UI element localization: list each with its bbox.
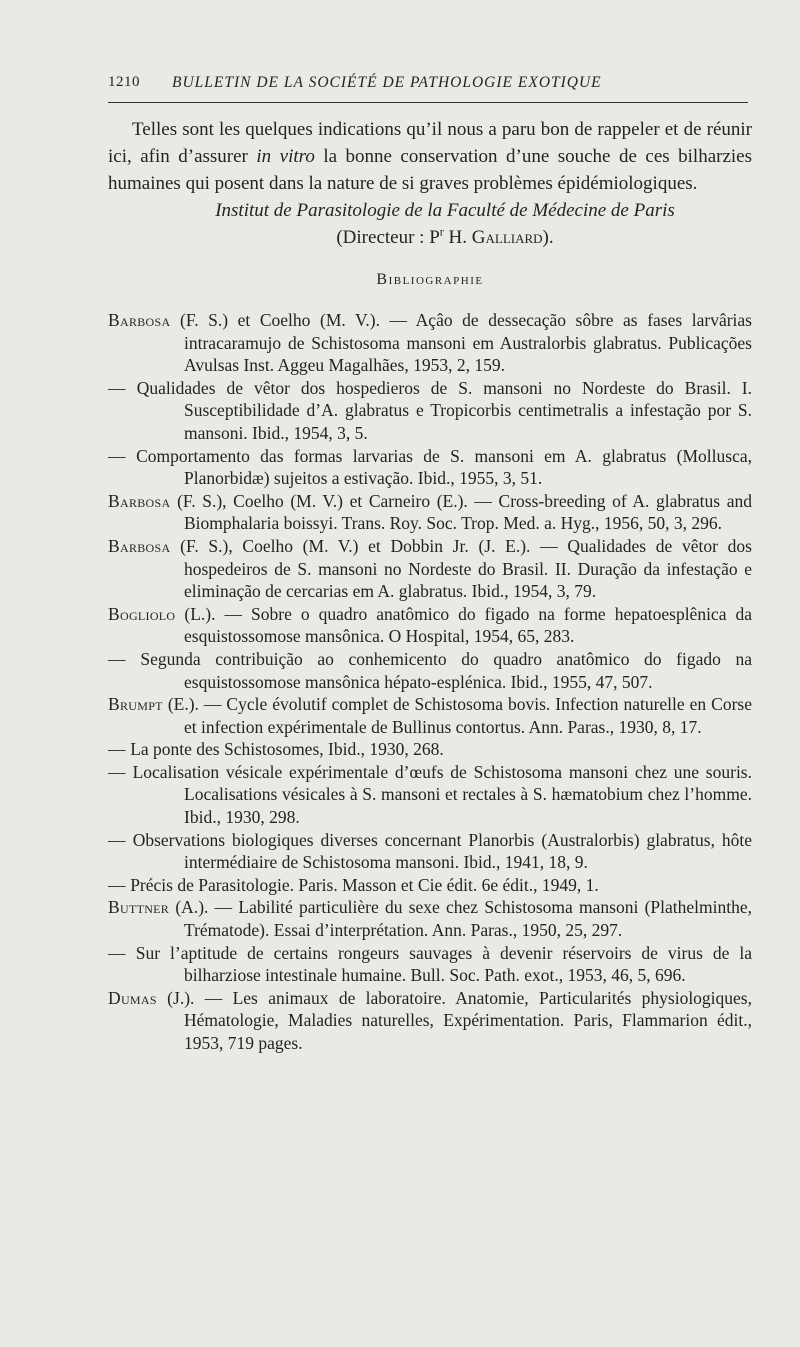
reference-author: Brumpt xyxy=(108,694,163,715)
reference-item xyxy=(108,942,752,987)
body-text xyxy=(108,116,752,1055)
reference-text: (F. S.), Coelho (M. V.) et Dobbin Jr. (J. E.). — Qualidades de vêtor dos hospedeiros de S. mansoni no Nordeste do Brasil. II. Duração da infestação e eliminação de cercarias em A. glabratus. Ibid., 1954, 3, 79. xyxy=(170,535,752,602)
affiliation xyxy=(108,197,752,251)
reference-item xyxy=(108,761,752,829)
reference-author: Buttner xyxy=(108,897,170,918)
reference-text: Localisation vésicale expérimentale d’œufs de Schistosoma mansoni chez une souris. Localisations vésicales à S. mansoni et rectales à S. hæmatobium chez l’homme. Ibid., 1930, 298. xyxy=(125,761,752,828)
reference-text: Sur l’aptitude de certains rongeurs sauvages à devenir réservoirs de virus de la bilharziose intestinale humaine. Bull. Soc. Path. exot., 1953, 46, 5, 696. xyxy=(125,942,752,986)
reference-item xyxy=(108,693,752,738)
reference-text: (L.). — Sobre o quadro anatômico do figado na forme hepatoesplênica da esquistossomose mansônica. O Hospital, 1954, 65, 283. xyxy=(175,603,752,647)
affiliation-director: (Directeur : $P^r$ H. Galliard). xyxy=(336,224,554,248)
reference-text: Observations biologiques diverses concernant Planorbis (Australorbis) glabratus, hôte intermédiaire de Schistosoma mansoni. Ibid., 1941, 18, 9. xyxy=(125,829,752,873)
reference-item xyxy=(108,445,752,490)
reference-item xyxy=(108,490,752,535)
page-number: 1210 xyxy=(108,74,140,90)
reference-item xyxy=(108,535,752,603)
reference-author: — xyxy=(108,739,126,760)
reference-author: Barbosa xyxy=(108,490,171,511)
reference-author: Dumas xyxy=(108,987,157,1008)
reference-item xyxy=(108,829,752,874)
reference-author: — xyxy=(108,829,126,850)
reference-text: (F. S.) et Coelho (M. V.). — Açâo de dessecação sôbre as fases larvârias intracaramujo de Schistosoma mansoni em Australorbis glabratus. Publicações Avulsas Inst. Aggeu Magalhães, 1953, 2, 159. xyxy=(170,310,752,376)
reference-list xyxy=(108,309,752,1055)
reference-author: — xyxy=(108,648,126,669)
affiliation-institute: Institut de Parasitologie de la Faculté de Médecine de Paris xyxy=(215,200,675,221)
reference-author: — xyxy=(108,377,126,398)
reference-item xyxy=(108,648,752,693)
reference-text: (A.). — Labilité particulière du sexe chez Schistosoma mansoni (Plathelminthe, Trématode). Essai d’interprétation. Ann. Paras., 1950, 25, 297. xyxy=(169,897,752,941)
paragraph-text: Telles sont les quelques indications qu’il nous a paru bon de rappeler et de réunir ici, afin d’assurer xyxy=(108,119,752,167)
reference-text: (J.). — Les animaux de laboratoire. Anatomie, Particularités physiologiques, Hématologie, Maladies naturelles, Expérimentation. Paris, Flammarion édit., 1953, 719 pages. xyxy=(156,987,752,1053)
reference-author: — xyxy=(108,942,126,963)
reference-text: (F. S.), Coelho (M. V.) et Carneiro (E.). — Cross-breeding of A. glabratus and Biomphalaria boissyi. Trans. Roy. Soc. Trop. Med. a. Hyg., 1956, 50, 3, 296. xyxy=(170,490,752,534)
reference-author: — xyxy=(108,445,126,466)
reference-item xyxy=(108,309,752,377)
reference-item xyxy=(108,738,752,761)
reference-author: Bogliolo xyxy=(108,603,176,624)
paragraph-italic: in vitro xyxy=(256,146,315,167)
reference-text: La ponte des Schistosomes, Ibid., 1930, 268. xyxy=(125,739,444,760)
reference-item xyxy=(108,896,752,941)
page-header xyxy=(108,72,748,103)
reference-item xyxy=(108,987,752,1055)
reference-text: (E.). — Cycle évolutif complet de Schistosoma bovis. Infection naturelle en Corse et infection expérimentale de Bullinus contortus. Ann. Paras., 1930, 8, 17. xyxy=(162,694,752,737)
reference-text: Comportamento das formas larvarias de S. mansoni em A. glabratus (Mollusca, Planorbidæ) sujeitos a estivação. Ibid., 1955, 3, 51. xyxy=(125,445,752,489)
reference-item xyxy=(108,874,752,897)
reference-author: Barbosa xyxy=(108,310,171,330)
closing-paragraph xyxy=(108,116,752,197)
reference-text: Précis de Parasitologie. Paris. Masson et Cie édit. 6e édit., 1949, 1. xyxy=(125,874,599,895)
reference-text: Segunda contribuição ao conhemicento do quadro anatômico do figado na esquistossomose mansônica hépato-esplénica. Ibid., 1955, 47, 507. xyxy=(125,648,752,692)
running-title: BULLETIN DE LA SOCIÉTÉ DE PATHOLOGIE EXOTIQUE xyxy=(172,74,602,91)
reference-author: — xyxy=(108,761,126,782)
bibliography-heading: Bibliographie xyxy=(376,271,484,288)
reference-author: Barbosa xyxy=(108,535,171,556)
paragraph-text: la bonne conservation d’une souche de ces bilharzies humaines qui posent dans la nature de si graves problèmes épidémiologiques. xyxy=(108,146,752,194)
reference-text: Qualidades de vêtor dos hospedieros de S. mansoni no Nordeste do Brasil. I. Susceptibilidade d’A. glabratus e Tropicorbis centimetralis a infestação por S. mansoni. Ibid., 1954, 3, 5. xyxy=(125,377,752,443)
reference-item xyxy=(108,603,752,648)
reference-item xyxy=(108,377,752,445)
reference-author: — xyxy=(108,874,126,895)
